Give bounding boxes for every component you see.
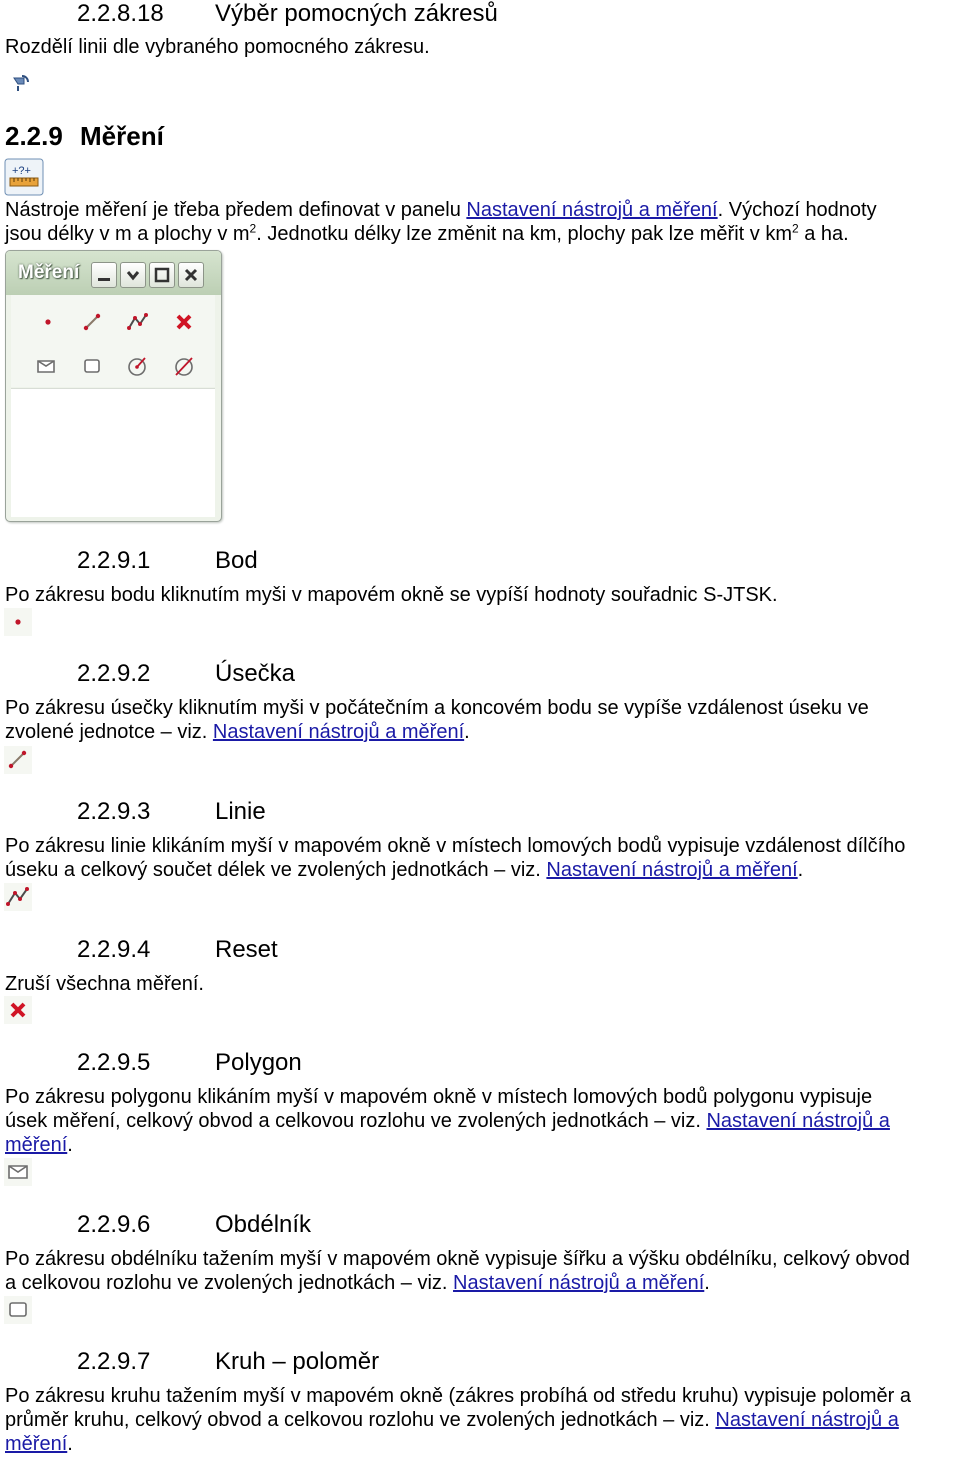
paragraph: Po zákresu obdélníku tažením myší v mapovém okně vypisuje šířku a výšku obdélníku, celkový obvod a celkovou rozlohu ve zvolených jednotkách – viz. Nastavení nástrojů a měření. [5,1248,910,1294]
section-number: 2.2.9.3 [77,798,151,825]
chevron-down-icon[interactable] [120,262,146,288]
paragraph: Po zákresu kruhu tažením myší v mapovém okně (zákres probíhá od středu kruhu) vypisuje poloměr a průměr kruhu, celkový obvod a celkovou rozlohu ve zvolených jednotkách – viz. Nastavení nástrojů a měření. [5,1385,911,1455]
paragraph: Po zákresu úsečky kliknutím myši v počátečním a koncovém bodu se vypíše vzdálenost úseku ve zvolené jednotce – viz. Nastavení nástrojů a měření. [5,697,869,743]
segment-icon[interactable] [79,309,105,335]
paragraph: Zruší všechna měření. [5,973,204,995]
panel-header [6,251,221,295]
section-heading-2-2-9-4 [77,936,677,964]
section-number: 2.2.9.5 [77,1049,151,1076]
circle-radius-icon[interactable] [125,353,151,379]
rectangle-icon[interactable] [79,353,105,379]
section-number: 2.2.8.18 [77,0,164,27]
segment-icon [4,746,32,774]
split-line-icon [8,68,36,96]
polygon-icon[interactable] [33,353,59,379]
section-heading-2-2-9-1 [77,547,677,575]
section-heading-2-2-9-2 [77,660,677,688]
reset-x-icon [4,996,32,1024]
panel-tools [11,295,215,387]
panel-results-area [11,388,215,517]
section-title: Kruh – poloměr [215,1348,380,1375]
minimize-icon[interactable] [91,262,117,288]
section-number: 2.2.9.6 [77,1211,151,1238]
section-heading-2-2-9-3 [77,798,677,826]
section-title: Reset [215,936,278,963]
measure-panel [5,250,222,522]
section-heading-2-2-9-6 [77,1211,677,1239]
polygon-icon [4,1158,32,1186]
section-title: Měření [80,121,164,151]
settings-link[interactable]: měření [5,1134,68,1156]
section-title: Výběr pomocných zákresů [215,0,498,27]
section-number: 2.2.9.4 [77,936,151,963]
settings-link[interactable]: Nastavení nástrojů a měření [546,859,798,881]
section-number: 2.2.9.7 [77,1348,151,1375]
point-icon [4,608,32,636]
panel-title: Měření [18,262,80,283]
section-title: Bod [215,547,258,574]
paragraph-measure-intro: Nástroje měření je třeba předem definovat v panelu Nastavení nástrojů a měření. Výchozí hodnoty jsou délky v m a plochy v $m^2$. Jednotku délky lze změnit na km, plochy pak lze měřit v $km^2$ a ha. [5,199,877,245]
section-number: 2.2.9.1 [77,547,151,574]
settings-link[interactable]: Nastavení nástrojů a [706,1110,890,1132]
close-icon[interactable] [178,262,204,288]
polyline-icon [4,883,32,911]
svg-text:+?+: +?+ [12,165,31,177]
paragraph: Po zákresu polygonu klikáním myší v mapovém okně v místech lomových bodů polygonu vypisuje úsek měření, celkový obvod a celkovou rozlohu ve zvolených jednotkách – viz. Nastavení nástrojů a měření. [5,1086,890,1156]
section-number: 2.2.9 [5,121,63,151]
settings-link[interactable]: měření [5,1433,68,1455]
section-title: Polygon [215,1049,302,1076]
settings-link[interactable]: Nastavení nástrojů a měření [453,1272,705,1294]
section-heading-2-2-9-5 [77,1049,677,1077]
rectangle-icon [4,1296,32,1324]
measure-toolbar-icon [4,158,44,196]
paragraph: Po zákresu linie klikáním myší v mapovém okně v místech lomových bodů vypisuje vzdálenost dílčího úseku a celkový součet délek ve zvolených jednotkách – viz. Nastavení nástrojů a měření. [5,835,906,881]
paragraph: Po zákresu bodu kliknutím myši v mapovém okně se vypíší hodnoty souřadnic S-JTSK. [5,584,778,606]
section-heading-2-2-8-18 [77,0,677,28]
settings-link[interactable]: Nastavení nástrojů a měření [466,199,718,221]
section-heading-2-2-9 [5,121,405,151]
settings-link[interactable]: Nastavení nástrojů a [715,1409,899,1431]
reset-x-icon[interactable] [171,309,197,335]
section-heading-2-2-9-7 [77,1348,677,1376]
circle-diameter-icon[interactable] [171,353,197,379]
section-title: Linie [215,798,266,825]
polyline-icon[interactable] [125,309,151,335]
maximize-icon[interactable] [149,262,175,288]
settings-link[interactable]: Nastavení nástrojů a měření [212,721,465,743]
point-icon[interactable] [35,309,61,335]
section-title: Úsečka [215,660,296,687]
section-title: Obdélník [215,1211,312,1238]
section-number: 2.2.9.2 [77,660,151,687]
paragraph: Rozdělí linii dle vybraného pomocného zákresu. [5,36,430,58]
